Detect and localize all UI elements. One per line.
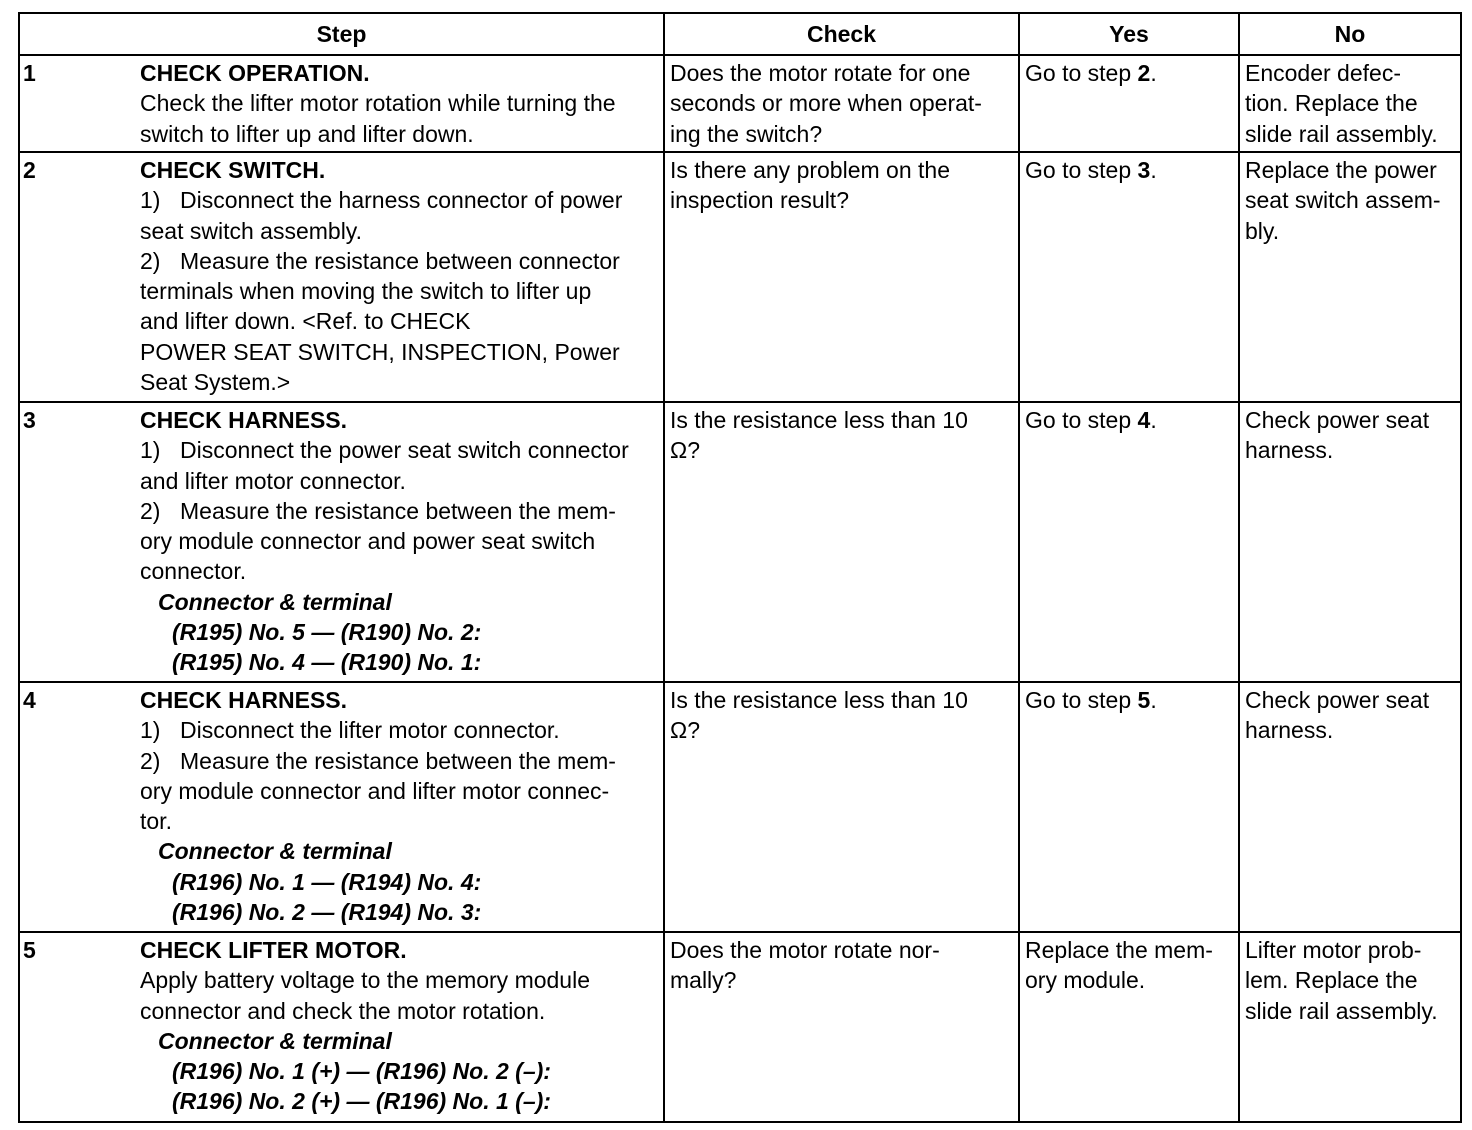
item-text: Measure the resistance between the mem-: [180, 747, 616, 774]
no-text: seat switch assem-: [1245, 187, 1441, 214]
step-title: CHECK SWITCH.: [140, 157, 326, 183]
step-title: CHECK HARNESS.: [140, 687, 348, 713]
no-text: slide rail assembly.: [1245, 997, 1438, 1024]
step-cell: [140, 55, 664, 152]
step-text: Check the lifter motor rotation while turning the: [140, 90, 616, 117]
connector-terminal: (R195) No. 5 — (R190) No. 2:: [172, 619, 482, 646]
no-text: Check power seat: [1245, 687, 1430, 713]
yes-suffix: .: [1150, 687, 1157, 713]
yes-cell: [1019, 55, 1239, 152]
check-cell: [664, 152, 1019, 402]
no-text: Replace the power: [1245, 157, 1437, 183]
item-index: 2): [140, 247, 161, 274]
item-text: terminals when moving the switch to lifter up: [140, 278, 592, 305]
no-text: harness.: [1245, 717, 1334, 744]
no-cell: [1239, 402, 1461, 682]
item-text: Seat System.>: [140, 369, 291, 396]
no-cell: [1239, 55, 1461, 152]
item-text: connector.: [140, 558, 247, 585]
yes-suffix: .: [1150, 60, 1157, 86]
no-text: lem. Replace the: [1245, 967, 1418, 994]
yes-cell: [1019, 402, 1239, 682]
connector-terminal: (R196) No. 2 (+) — (R196) No. 1 (–):: [172, 1088, 551, 1115]
table-row: [19, 682, 1461, 932]
check-text: Does the motor rotate for one: [670, 60, 971, 86]
step-text: connector and check the motor rotation.: [140, 997, 546, 1024]
check-text: Does the motor rotate nor-: [670, 937, 940, 963]
item-index: 1): [140, 717, 161, 744]
diagnostic-table: [18, 12, 1462, 1123]
step-number: 3: [19, 402, 140, 682]
check-text: ing the switch?: [670, 120, 823, 147]
item-index: 2): [140, 747, 161, 774]
step-item: [140, 246, 659, 276]
check-cell: [664, 55, 1019, 152]
step-title: CHECK OPERATION.: [140, 60, 370, 86]
yes-prefix: Go to step: [1025, 407, 1138, 433]
table-row: [19, 55, 1461, 152]
item-text: ory module connector and power seat switch: [140, 528, 596, 555]
check-cell: [664, 682, 1019, 932]
no-text: Lifter motor prob-: [1245, 937, 1422, 963]
connector-terminal: (R196) No. 2 — (R194) No. 3:: [172, 899, 482, 926]
check-text: Is there any problem on the: [670, 157, 950, 183]
connector-title: Connector & terminal: [158, 838, 392, 865]
yes-suffix: .: [1150, 157, 1157, 183]
check-text: mally?: [670, 967, 737, 994]
step-item: [140, 746, 659, 776]
step-cell: [140, 682, 664, 932]
no-cell: [1239, 932, 1461, 1122]
item-index: 1): [140, 437, 161, 464]
check-text: Is the resistance less than 10: [670, 687, 968, 713]
no-text: slide rail assembly.: [1245, 120, 1438, 147]
item-text: Disconnect the lifter motor connector.: [180, 717, 560, 744]
header-step: Step: [19, 13, 664, 55]
header-check: Check: [664, 13, 1019, 55]
no-text: tion. Replace the: [1245, 90, 1418, 117]
step-number: 1: [19, 55, 140, 152]
yes-cell: [1019, 682, 1239, 932]
yes-text: ory module.: [1025, 967, 1146, 994]
connector-terminal: (R196) No. 1 — (R194) No. 4:: [172, 868, 482, 895]
yes-suffix: .: [1150, 407, 1157, 433]
item-text: Disconnect the harness connector of power: [180, 187, 623, 214]
yes-step-number: 2: [1137, 60, 1151, 86]
no-text: bly.: [1245, 217, 1280, 244]
step-cell: [140, 932, 664, 1122]
item-text: and lifter motor connector.: [140, 467, 406, 494]
item-text: tor.: [140, 808, 172, 835]
step-number: 5: [19, 932, 140, 1122]
yes-prefix: Go to step: [1025, 157, 1138, 183]
step-number: 4: [19, 682, 140, 932]
no-text: Encoder defec-: [1245, 60, 1401, 86]
step-number: 2: [19, 152, 140, 402]
connector-title: Connector & terminal: [158, 1027, 392, 1054]
no-text: Check power seat: [1245, 407, 1430, 433]
step-cell: [140, 152, 664, 402]
check-text: Is the resistance less than 10: [670, 407, 968, 433]
yes-prefix: Go to step: [1025, 687, 1138, 713]
item-text: POWER SEAT SWITCH, INSPECTION, Power: [140, 338, 620, 365]
yes-cell: [1019, 152, 1239, 402]
item-text: ory module connector and lifter motor connec-: [140, 777, 610, 804]
check-text: inspection result?: [670, 187, 849, 214]
yes-text: Replace the mem-: [1025, 937, 1213, 963]
item-text: Measure the resistance between connector: [180, 247, 620, 274]
step-title: CHECK HARNESS.: [140, 407, 348, 433]
item-text: Measure the resistance between the mem-: [180, 497, 616, 524]
yes-step-number: 4: [1137, 407, 1151, 433]
step-text: switch to lifter up and lifter down.: [140, 120, 474, 147]
step-text: Apply battery voltage to the memory module: [140, 967, 591, 994]
step-cell: [140, 402, 664, 682]
no-cell: [1239, 152, 1461, 402]
no-cell: [1239, 682, 1461, 932]
header-row: [19, 13, 1461, 55]
check-cell: [664, 932, 1019, 1122]
check-text: Ω?: [670, 437, 700, 464]
step-item: [140, 715, 659, 745]
item-index: 2): [140, 497, 161, 524]
table-row: [19, 932, 1461, 1122]
yes-cell: [1019, 932, 1239, 1122]
connector-title: Connector & terminal: [158, 588, 392, 615]
item-text: and lifter down. <Ref. to CHECK: [140, 308, 471, 335]
step-item: [140, 185, 659, 215]
yes-step-number: 5: [1137, 687, 1151, 713]
item-text: seat switch assembly.: [140, 217, 362, 244]
item-index: 1): [140, 187, 161, 214]
step-item: [140, 496, 659, 526]
table-row: [19, 402, 1461, 682]
check-cell: [664, 402, 1019, 682]
header-yes: Yes: [1019, 13, 1239, 55]
check-text: seconds or more when operat-: [670, 90, 982, 117]
check-text: Ω?: [670, 717, 700, 744]
step-title: CHECK LIFTER MOTOR.: [140, 937, 407, 963]
yes-step-number: 3: [1137, 157, 1151, 183]
table-row: [19, 152, 1461, 402]
header-no: No: [1239, 13, 1461, 55]
connector-terminal: (R196) No. 1 (+) — (R196) No. 2 (–):: [172, 1058, 551, 1085]
no-text: harness.: [1245, 437, 1334, 464]
item-text: Disconnect the power seat switch connector: [180, 437, 629, 464]
step-item: [140, 435, 659, 465]
connector-terminal: (R195) No. 4 — (R190) No. 1:: [172, 649, 482, 676]
yes-prefix: Go to step: [1025, 60, 1138, 86]
